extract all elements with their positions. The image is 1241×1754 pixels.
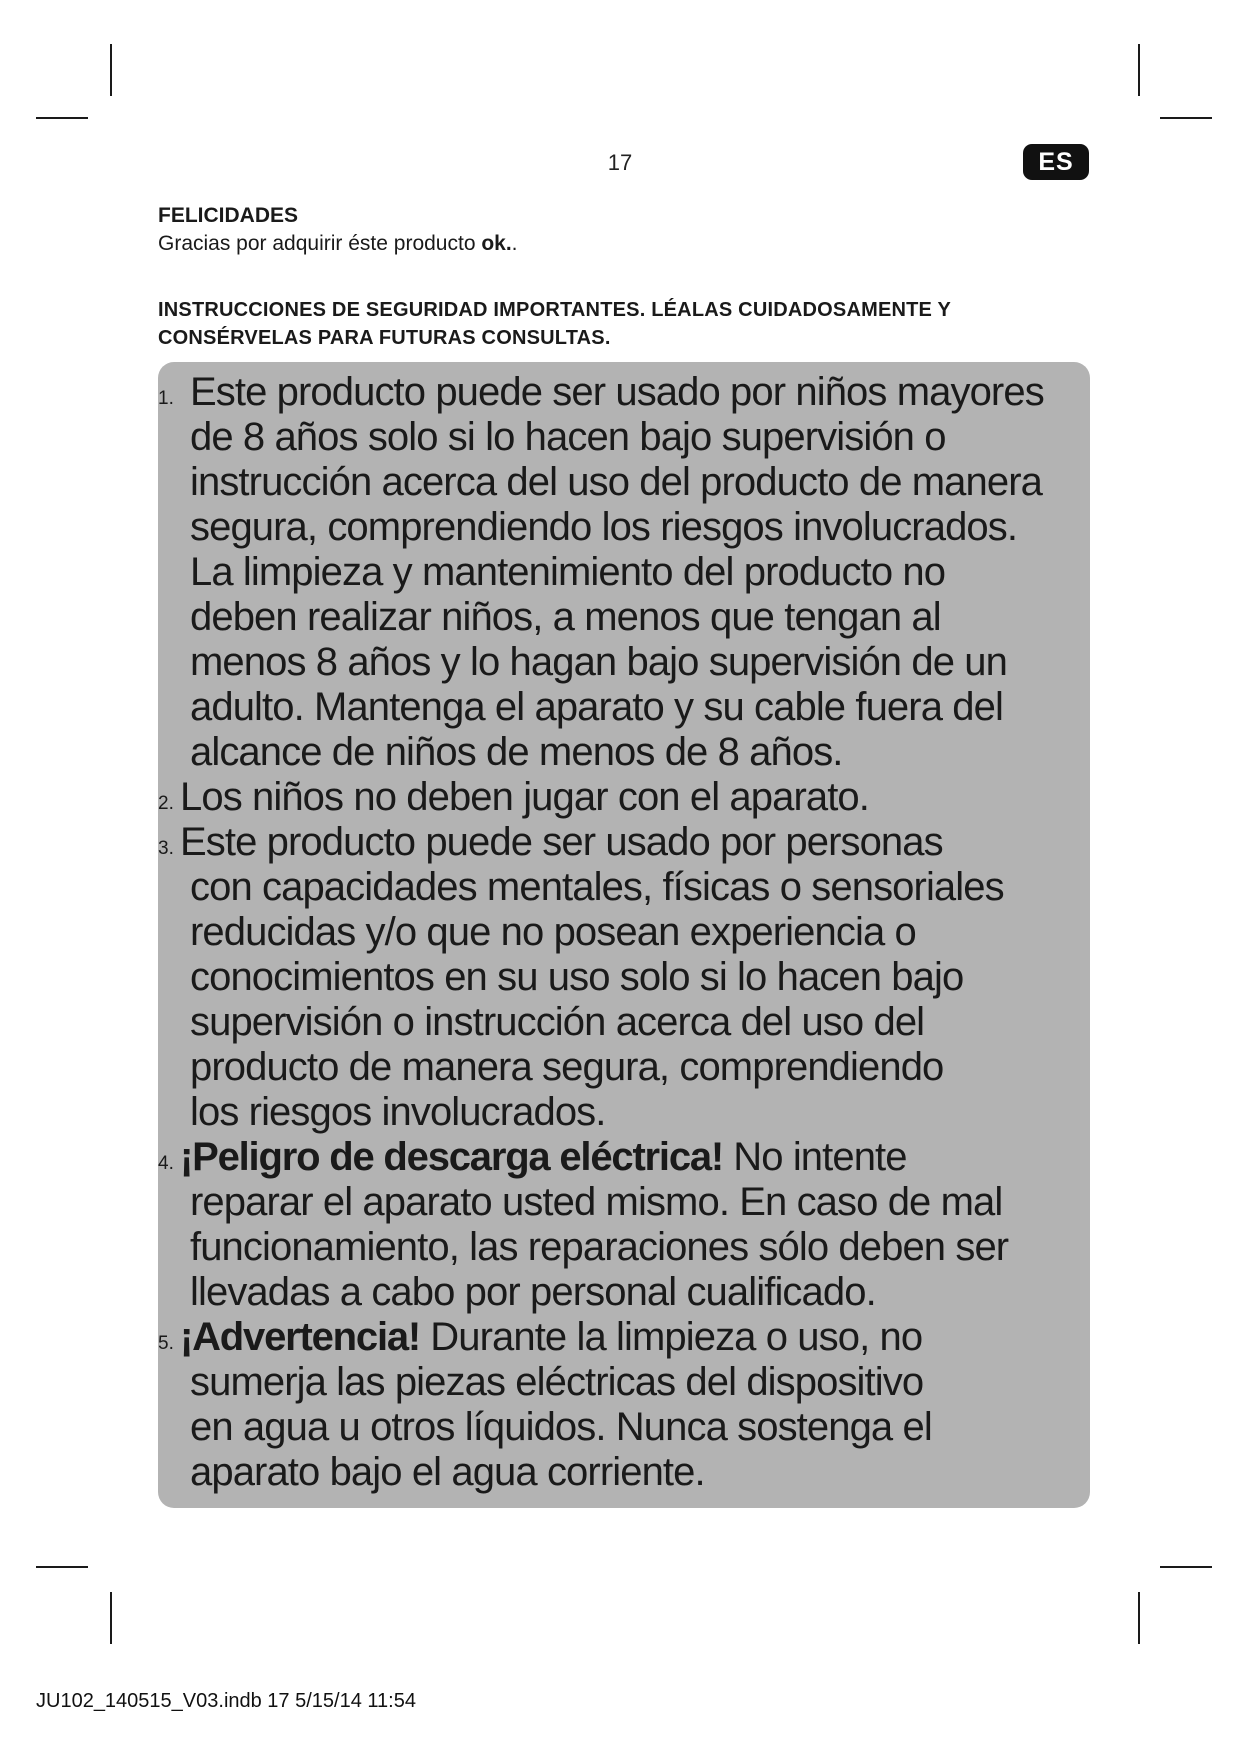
warning-line: supervisión o instrucción acerca del uso del: [190, 1000, 925, 1044]
warning-line: llevadas a cabo por personal cualificado.: [190, 1270, 876, 1314]
warning-box: [158, 362, 1090, 1508]
warning-number: 1.: [158, 388, 174, 409]
warning-line: Los niños no deben jugar con el aparato.: [180, 775, 869, 819]
electric-shock-warning: ¡Peligro de descarga eléctrica!: [180, 1135, 724, 1179]
warning-line: instrucción acerca del uso del producto de manera: [190, 460, 1042, 504]
warning-number: 3.: [158, 838, 174, 859]
page-number: 17: [607, 150, 633, 175]
brand-name: ok.: [481, 232, 512, 255]
language-badge: ES: [1023, 144, 1089, 180]
crop-mark: [110, 44, 112, 96]
warning-line: adulto. Mantenga el aparato y su cable fuera del: [190, 685, 1003, 729]
warning-line: alcance de niños de menos de 8 años.: [190, 730, 843, 774]
warning-item: [158, 370, 1090, 775]
warning-line: reparar el aparato usted mismo. En caso de mal: [190, 1180, 1003, 1224]
crop-mark: [36, 117, 88, 119]
congrats-title: FELICIDADES: [158, 204, 299, 227]
warning-line: de 8 años solo si lo hacen bajo supervisión o: [190, 415, 946, 459]
warning-line: funcionamiento, las reparaciones sólo deben ser: [190, 1225, 1009, 1269]
warning-item: [158, 1315, 1090, 1495]
warning-line: en agua u otros líquidos. Nunca sostenga el: [190, 1405, 932, 1449]
warning-line-first: [180, 1315, 1090, 1360]
safety-heading-line: INSTRUCCIONES DE SEGURIDAD IMPORTANTES. LÉALAS CUIDADOSAMENTE Y: [158, 299, 952, 321]
warning-line-first: [180, 1135, 1090, 1180]
warning-number: 4.: [158, 1153, 174, 1174]
warning-line: reducidas y/o que no posean experiencia o: [190, 910, 916, 954]
crop-mark: [1138, 1592, 1140, 1644]
crop-mark: [1138, 44, 1140, 96]
safety-heading-line: CONSÉRVELAS PARA FUTURAS CONSULTAS.: [158, 327, 611, 349]
caution-warning: ¡Advertencia!: [180, 1315, 421, 1359]
warning-number: 5.: [158, 1333, 174, 1354]
print-slug: JU102_140515_V03.indb 17 5/15/14 11:54: [36, 1690, 416, 1712]
warning-item: [158, 1135, 1090, 1315]
thanks-text: [158, 230, 1058, 258]
crop-mark: [36, 1566, 88, 1568]
crop-mark: [110, 1592, 112, 1644]
warning-line: La limpieza y mantenimiento del producto no: [190, 550, 946, 594]
warning-item: [158, 775, 1090, 820]
warning-text: Durante la limpieza o uso, no: [420, 1315, 923, 1359]
warning-line: Este producto puede ser usado por niños mayores: [190, 370, 1044, 414]
warning-line: producto de manera segura, comprendiendo: [190, 1045, 944, 1089]
warning-line: menos 8 años y lo hagan bajo supervisión de un: [190, 640, 1007, 684]
warning-line: conocimientos en su uso solo si lo hacen bajo: [190, 955, 964, 999]
warning-line: sumerja las piezas eléctricas del dispositivo: [190, 1360, 924, 1404]
crop-mark: [1160, 117, 1212, 119]
warning-line: segura, comprendiendo los riesgos involucrados.: [190, 505, 1018, 549]
intro-section: [158, 202, 1058, 258]
safety-heading: [158, 296, 1058, 352]
warning-line: deben realizar niños, a menos que tengan al: [190, 595, 941, 639]
warning-line: aparato bajo el agua corriente.: [190, 1450, 705, 1494]
warning-line: con capacidades mentales, físicas o sensoriales: [190, 865, 1004, 909]
warning-text: No intente: [723, 1135, 907, 1179]
crop-mark: [1160, 1566, 1212, 1568]
warning-line: Este producto puede ser usado por personas: [180, 820, 943, 864]
warning-list: [158, 370, 1090, 1495]
warning-line: los riesgos involucrados.: [190, 1090, 606, 1134]
warning-item: [158, 820, 1090, 1135]
thanks-sentence: Gracias por adquirir éste producto: [158, 232, 482, 255]
warning-number: 2.: [158, 793, 174, 814]
thanks-end: .: [511, 232, 518, 255]
